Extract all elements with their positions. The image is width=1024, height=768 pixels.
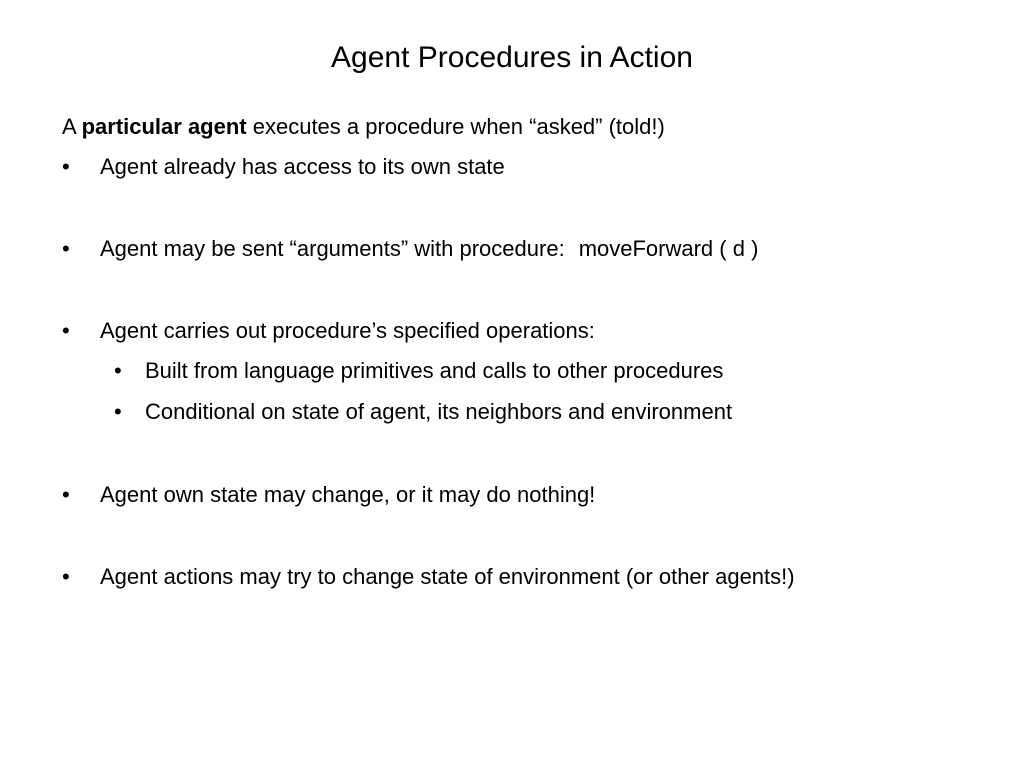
bullet-item	[100, 235, 758, 263]
intro-bold-text: particular agent	[81, 114, 247, 139]
intro-line	[62, 113, 665, 141]
sub-bullet-marker: •	[114, 358, 122, 383]
bullet-item: Agent already has access to its own state	[100, 154, 505, 179]
sub-bullet-item: Conditional on state of agent, its neighbors and environment	[145, 399, 733, 424]
bullet-item: Agent carries out procedure’s specified operations:	[100, 318, 595, 343]
bullet-marker: •	[62, 564, 70, 589]
bullet-marker: •	[62, 318, 70, 343]
intro-prefix: A	[62, 114, 82, 139]
bullet-marker: •	[62, 154, 70, 179]
sub-bullet-marker: •	[114, 399, 122, 424]
procedure-call: moveForward ( d )	[578, 236, 759, 261]
bullet-marker: •	[62, 482, 70, 507]
slide-title: Agent Procedures in Action	[331, 41, 693, 74]
bullet-item: Agent actions may try to change state of environment (or other agents!)	[100, 564, 795, 589]
intro-suffix: executes a procedure when “asked” (told!)	[246, 114, 665, 139]
bullet-item: Agent own state may change, or it may do nothing!	[100, 482, 596, 507]
bullet-text: Agent may be sent “arguments” with procedure:	[100, 236, 565, 261]
sub-bullet-item: Built from language primitives and calls to other procedures	[145, 358, 724, 383]
bullet-marker: •	[62, 236, 70, 261]
